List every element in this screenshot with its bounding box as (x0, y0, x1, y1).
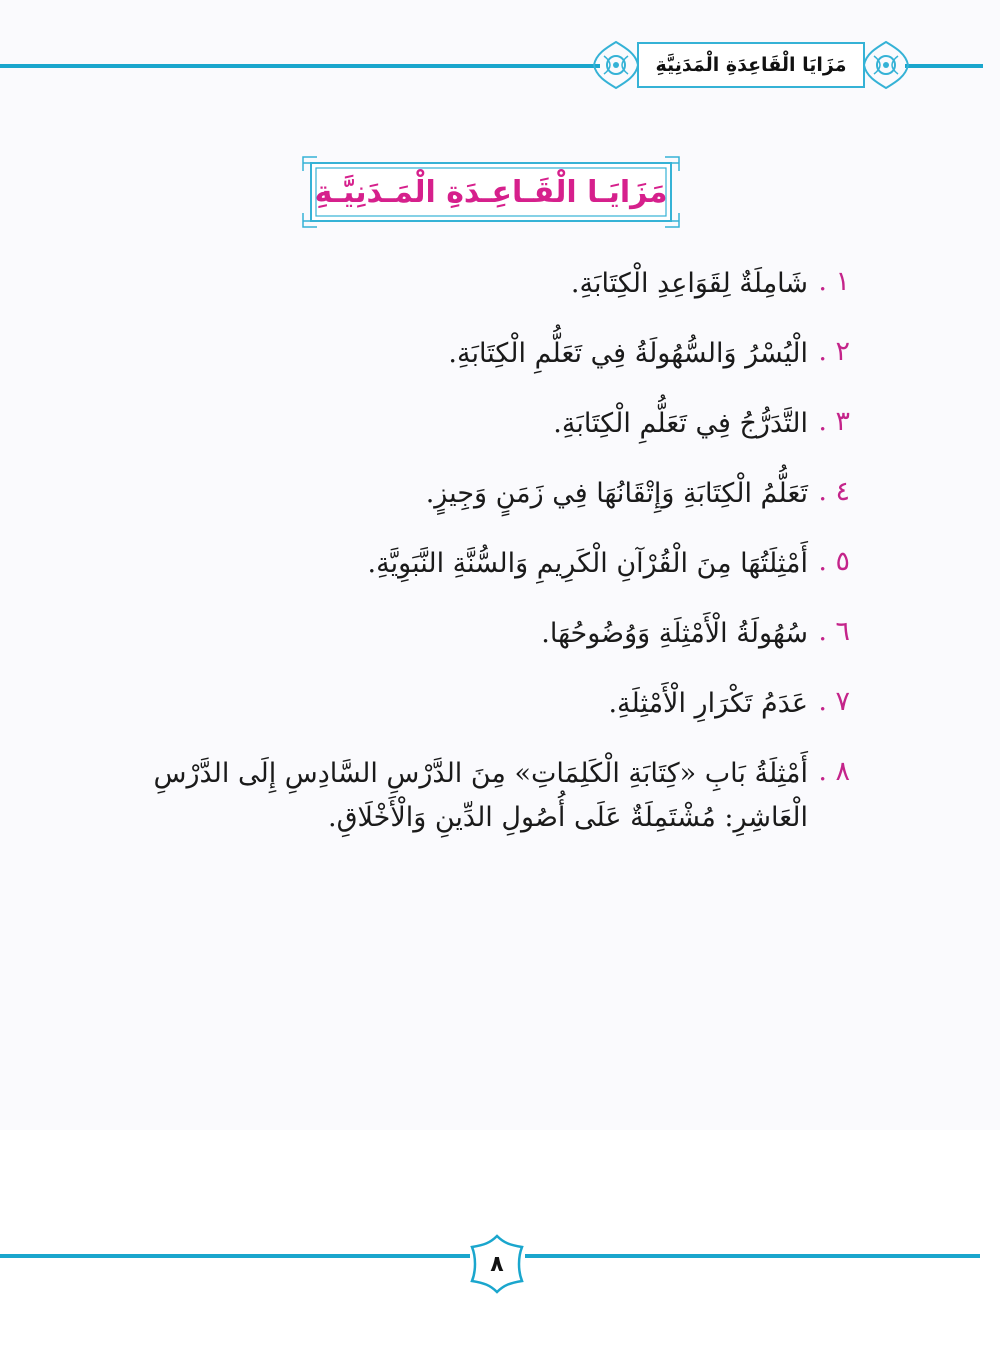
item-text: أَمْثِلَتُهَا مِنَ الْقُرْآنِ الْكَرِيمِ وَالسُّنَّةِ النَّبَوِيَّةِ. (367, 548, 808, 579)
item-number: ٨ . (818, 756, 850, 787)
item-text: شَامِلَةٌ لِقَوَاعِدِ الْكِتَابَةِ. (570, 268, 808, 299)
footer-rule-right (525, 1254, 980, 1258)
item-number: ٥ . (818, 546, 850, 577)
page-number: ٨ (490, 1251, 504, 1277)
item-number: ٦ . (818, 616, 850, 647)
running-title: مَزَايَا الْقَاعِدَةِ الْمَدَنِيَّةِ (655, 54, 847, 76)
list-item (90, 752, 850, 840)
list-item (90, 472, 850, 516)
item-number: ٤ . (818, 476, 850, 507)
header-ornament-left-icon (590, 38, 642, 92)
item-text: تَعَلُّمُ الْكِتَابَةِ وَإِتْقَانُهَا فِي زَمَنٍ وَجِيزٍ. (425, 478, 808, 509)
header-title-box (637, 42, 865, 88)
item-number: ١ . (818, 266, 850, 297)
list-item (90, 402, 850, 446)
page-title: مَزَايَـا الْقَـاعِـدَةِ الْمَـدَنِيَّـةِ (314, 174, 668, 210)
list-item (90, 612, 850, 656)
footer-rule-left (0, 1254, 470, 1258)
item-text: التَّدَرُّجُ فِي تَعَلُّمِ الْكِتَابَةِ. (553, 408, 808, 439)
item-text: الْيُسْرُ وَالسُّهُولَةُ فِي تَعَلُّمِ الْكِتَابَةِ. (448, 338, 808, 369)
item-number: ٣ . (818, 406, 850, 437)
list-item (90, 332, 850, 376)
list-item (90, 262, 850, 306)
header-ornament-right-icon (860, 38, 912, 92)
header-rule-left (0, 64, 600, 68)
list-item (90, 542, 850, 586)
features-list (90, 262, 850, 866)
list-item (90, 682, 850, 726)
item-number: ٧ . (818, 686, 850, 717)
item-number: ٢ . (818, 336, 850, 367)
item-text: سُهُولَةُ الْأَمْثِلَةِ وَوُضُوحُهَا. (541, 618, 808, 649)
header-rule-right (905, 64, 983, 68)
title-frame (301, 155, 681, 229)
item-text: عَدَمُ تَكْرَارِ الْأَمْثِلَةِ. (608, 688, 808, 719)
item-text: أَمْثِلَةُ بَابِ «كِتَابَةِ الْكَلِمَاتِ» مِنَ الدَّرْسِ السَّادِسِ إِلَى الدَّرْسِ الْعَاشِرِ: مُشْتَمِلَةٌ عَلَى أُصُولِ الدِّينِ وَالْأَخْلَاقِ. (153, 758, 808, 833)
